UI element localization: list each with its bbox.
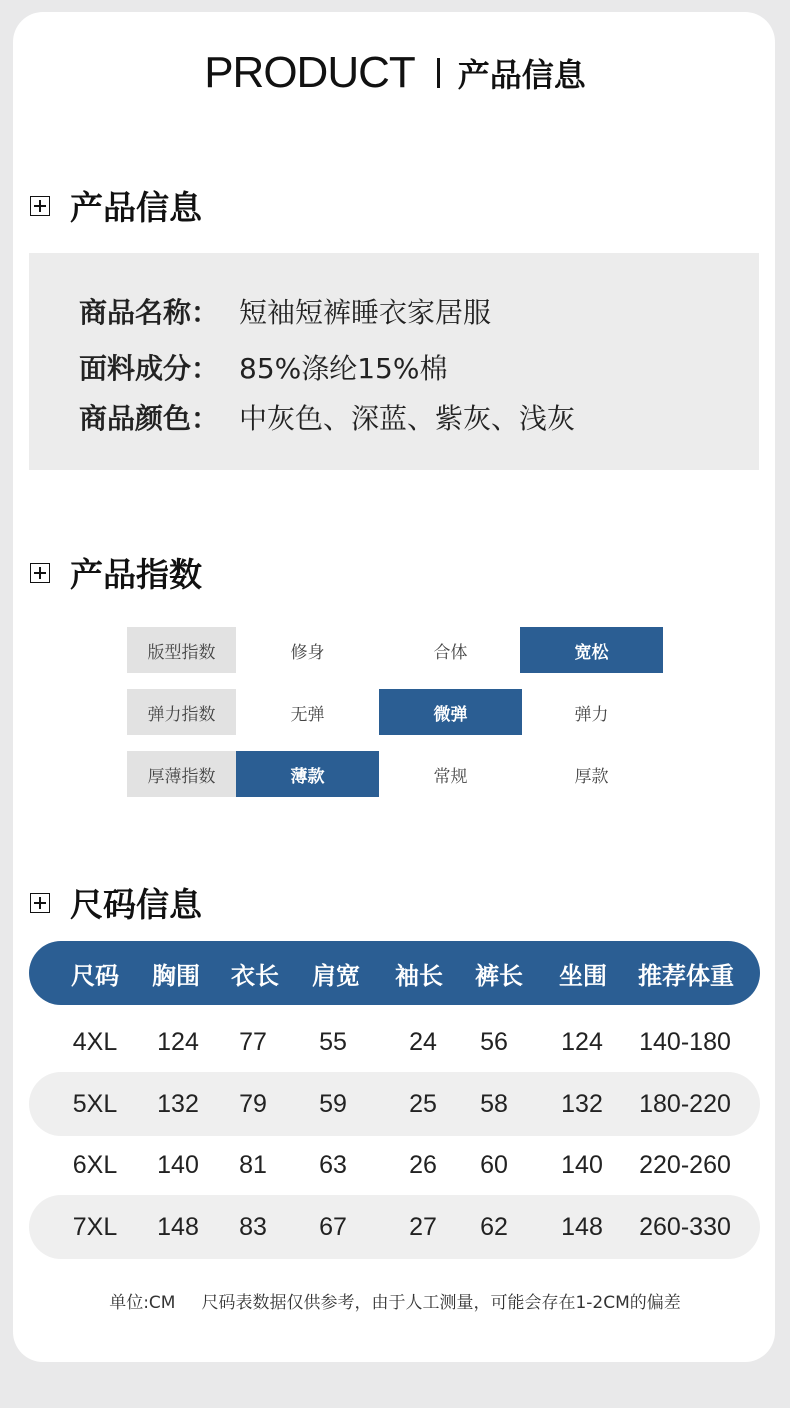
info-key: 面料成分： <box>79 352 220 385</box>
section-header-size <box>30 879 202 926</box>
index-option: 修身 <box>290 642 325 663</box>
table-cell: 79 <box>239 1089 267 1118</box>
info-row-colors <box>79 397 575 437</box>
table-cell: 140 <box>561 1150 603 1179</box>
index-label: 厚薄指数 <box>127 751 236 797</box>
size-column-header: 袖长 <box>395 961 443 990</box>
table-cell: 62 <box>480 1212 508 1241</box>
table-cell: 58 <box>480 1089 508 1118</box>
table-cell: 148 <box>561 1212 603 1241</box>
plus-square-icon <box>30 893 50 913</box>
index-option: 常规 <box>433 766 468 787</box>
table-cell: 77 <box>239 1027 267 1056</box>
info-key: 商品名称： <box>79 296 220 329</box>
size-column-header: 推荐体重 <box>638 961 734 990</box>
plus-square-icon <box>30 563 50 583</box>
table-cell: 5XL <box>72 1089 118 1118</box>
banner-divider <box>437 58 440 88</box>
banner-title-en: PRODUCT <box>204 48 415 97</box>
info-key: 商品颜色： <box>79 402 220 435</box>
table-cell: 124 <box>157 1027 199 1056</box>
size-table-header <box>29 941 760 1005</box>
size-column-header: 裤长 <box>475 961 523 990</box>
table-row <box>29 1133 760 1197</box>
size-column-header: 肩宽 <box>312 961 360 990</box>
table-cell: 180-220 <box>639 1089 731 1118</box>
info-value: 短袖短裤睡衣家居服 <box>239 296 492 329</box>
table-cell: 124 <box>561 1027 603 1056</box>
table-cell: 55 <box>319 1027 347 1056</box>
table-cell: 132 <box>561 1089 603 1118</box>
index-option-selected: 薄款 <box>236 751 379 797</box>
info-value: 85%涤纶15%棉 <box>239 352 448 385</box>
index-label: 弹力指数 <box>127 689 236 735</box>
page-banner <box>0 48 790 98</box>
size-column-header: 尺码 <box>71 961 119 990</box>
table-cell: 63 <box>319 1150 347 1179</box>
table-cell: 132 <box>157 1089 199 1118</box>
index-option: 弹力 <box>574 704 609 725</box>
table-row <box>29 1072 760 1136</box>
info-row-name <box>79 291 491 331</box>
section-header-info <box>30 182 202 229</box>
size-column-header: 衣长 <box>231 961 279 990</box>
index-option: 厚款 <box>574 766 609 787</box>
index-label: 版型指数 <box>127 627 236 673</box>
table-cell: 140 <box>157 1150 199 1179</box>
table-cell: 81 <box>239 1150 267 1179</box>
table-cell: 260-330 <box>639 1212 731 1241</box>
table-cell: 140-180 <box>639 1027 731 1056</box>
table-cell: 67 <box>319 1212 347 1241</box>
banner-title-cn: 产品信息 <box>457 56 586 94</box>
table-cell: 148 <box>157 1212 199 1241</box>
table-cell: 83 <box>239 1212 267 1241</box>
table-row <box>29 1195 760 1259</box>
table-cell: 59 <box>319 1089 347 1118</box>
index-option: 无弹 <box>290 704 325 725</box>
table-row <box>29 1010 760 1074</box>
table-cell: 26 <box>409 1150 437 1179</box>
table-cell: 60 <box>480 1150 508 1179</box>
table-cell: 220-260 <box>639 1150 731 1179</box>
unit-note: 单位:CM <box>109 1293 176 1313</box>
section-title: 产品指数 <box>70 555 202 594</box>
product-info-box <box>29 253 759 470</box>
index-option: 合体 <box>433 642 468 663</box>
table-cell: 4XL <box>72 1027 118 1056</box>
size-note <box>0 1288 790 1313</box>
info-row-material <box>79 347 447 387</box>
table-cell: 7XL <box>72 1212 118 1241</box>
plus-square-icon <box>30 196 50 216</box>
table-cell: 6XL <box>72 1150 118 1179</box>
index-option-selected: 宽松 <box>520 627 663 673</box>
size-column-header: 胸围 <box>152 961 200 990</box>
table-cell: 24 <box>409 1027 437 1056</box>
info-value: 中灰色、深蓝、紫灰、浅灰 <box>239 402 576 435</box>
section-header-index <box>30 549 202 596</box>
disclaimer-note: 尺码表数据仅供参考，由于人工测量，可能会存在1-2CM的偏差 <box>201 1293 681 1313</box>
table-cell: 25 <box>409 1089 437 1118</box>
table-cell: 56 <box>480 1027 508 1056</box>
index-option-selected: 微弹 <box>379 689 522 735</box>
section-title: 产品信息 <box>70 188 202 227</box>
table-cell: 27 <box>409 1212 437 1241</box>
size-column-header: 坐围 <box>559 961 607 990</box>
section-title: 尺码信息 <box>70 885 202 924</box>
